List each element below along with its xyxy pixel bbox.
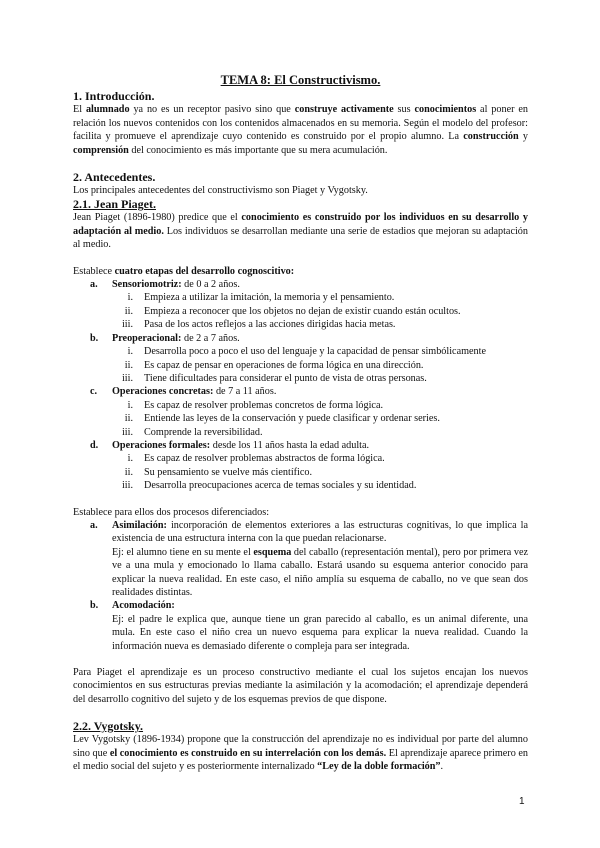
- list-marker: b.: [90, 600, 99, 612]
- stage-subitem-text: Entiende las leyes de la conservación y puede clasificar y ordenar series.: [144, 413, 440, 425]
- stage-subitem: [73, 466, 528, 479]
- list-marker: ii.: [124, 466, 133, 478]
- stage-name: Sensoriomotriz:: [112, 279, 182, 291]
- stage-subitem-text: Desarrolla preocupaciones acerca de temas sociales y su identidad.: [144, 480, 417, 492]
- stage-subitem: [73, 345, 528, 358]
- list-marker: a.: [90, 279, 98, 291]
- stage-subitem: [73, 426, 528, 439]
- stage-subitem-text: Tiene dificultades para considerar el punto de vista de otras personas.: [144, 372, 427, 384]
- process-name: Asimilación:: [112, 519, 167, 531]
- process-item: [73, 519, 528, 546]
- piaget-paragraph: Jean Piaget (1896-1980) predice que el conocimiento es construido por los individuos en su desarrollo y adaptación al medio. Los individuos se desarrollan mediante una serie de estadios que mejoran su adaptación al medio.: [73, 212, 528, 251]
- list-marker: b.: [90, 332, 99, 344]
- stage-name: Operaciones formales:: [112, 439, 211, 451]
- stage-subitem-text: Es capaz de pensar en operaciones de forma lógica en una dirección.: [144, 359, 424, 371]
- list-marker: a.: [90, 519, 98, 531]
- stage-subitem: [73, 291, 528, 304]
- stage-item: [73, 439, 528, 452]
- list-marker: i.: [127, 399, 133, 411]
- vygotsky-paragraph: Lev Vygotsky (1896-1934) propone que la construcción del aprendizaje no es individual por parte del alumno sino que el conocimiento es construido en su interrelación con los demás. El aprendizaje aparece primero en el medio social del sujeto y es posteriormente internalizado “Ley de la doble formación”.: [73, 734, 528, 773]
- intro-paragraph: El alumnado ya no es un receptor pasivo sino que construye activamente sus conocimientos al poner en relación los nuevos contenidos con los contenidos almacenados en su memoria. Según el modelo del profesor: facilita y promueve el aprendizaje cuyo contenido es construido por el propio alumno. La construcción y comprensión del conocimiento es más importante que su mera acumulación.: [73, 104, 529, 156]
- stage-subitem-text: Pasa de los actos reflejos a las acciones dirigidas hacia metas.: [144, 319, 396, 331]
- list-marker: c.: [90, 386, 98, 398]
- stages-intro: Establece cuatro etapas del desarrollo cognoscitivo:: [73, 265, 295, 277]
- list-marker: iii.: [121, 480, 133, 492]
- list-marker: ii.: [124, 359, 133, 371]
- stage-range: de 7 a 11 años.: [213, 386, 277, 398]
- processes-intro: Establece para ellos dos procesos diferenciados:: [73, 506, 270, 518]
- stage-subitem: [73, 412, 528, 425]
- stage-range: desde los 11 años hasta la edad adulta.: [210, 439, 370, 451]
- stage-range: de 0 a 2 años.: [181, 279, 240, 291]
- subsection-heading-vygotsky: 2.2. Vygotsky.: [73, 719, 144, 734]
- list-marker: iii.: [121, 372, 133, 384]
- stage-subitem: [73, 359, 528, 372]
- stage-subitem-text: Comprende la reversibilidad.: [144, 426, 263, 438]
- list-marker: i.: [127, 346, 133, 358]
- list-marker: i.: [127, 292, 133, 304]
- stage-subitem-text: Empieza a reconocer que los objetos no dejan de existir cuando están ocultos.: [144, 305, 461, 317]
- stage-range: de 2 a 7 años.: [181, 332, 240, 344]
- process-name: Acomodación:: [112, 600, 175, 612]
- list-marker: ii.: [124, 413, 133, 425]
- stage-name: Operaciones concretas:: [112, 386, 214, 398]
- list-marker: ii.: [124, 305, 133, 317]
- process-definition: incorporación de elementos exteriores a las estructuras cognitivas, lo que implica la existencia de una estructura interna con la que puedan relacionarse.: [112, 519, 528, 545]
- piaget-conclusion: Para Piaget el aprendizaje es un proceso constructivo mediante el cual los sujetos encajan los nuevos conocimientos en sus estructuras previas mediante la asimilación y la acomodación; el aprendizaje dependerá del desarrollo cognitivo del sujeto y de los esquemas previos de que dispone.: [73, 667, 528, 705]
- stages-list: [73, 278, 528, 493]
- stage-subitem-text: Es capaz de resolver problemas abstractos de forma lógica.: [144, 453, 385, 465]
- document-title: TEMA 8: El Constructivismo.: [220, 73, 381, 87]
- page-number: 1: [519, 796, 525, 807]
- stage-subitem-text: Desarrolla poco a poco el uso del lenguaje y la capacidad de pensar simbólicamente: [144, 346, 486, 358]
- process-example: Ej: el padre le explica que, aunque tiene un gran parecido al caballo, es un animal diferente, una mula. En este caso el niño crea un nuevo esquema para explicar la nueva realidad. Cuando la información nueva es demasiado diferente o compleja para ser integrada.: [112, 613, 528, 652]
- document-page: [73, 74, 528, 773]
- stage-item: [73, 278, 528, 291]
- list-marker: d.: [90, 439, 99, 451]
- list-marker: iii.: [121, 426, 133, 438]
- processes-list: [73, 519, 528, 653]
- stage-subitem: [73, 479, 528, 492]
- stage-subitem: [73, 318, 528, 331]
- section-heading-antecedentes: 2. Antecedentes.: [73, 170, 156, 185]
- stage-subitem: [73, 372, 528, 385]
- stage-item: [73, 332, 528, 345]
- section-heading-introduccion: 1. Introducción.: [73, 89, 155, 104]
- stage-subitem-text: Empieza a utilizar la imitación, la memoria y el pensamiento.: [144, 292, 395, 304]
- subsection-heading-piaget: 2.1. Jean Piaget.: [73, 197, 156, 212]
- stage-subitem-text: Es capaz de resolver problemas concretos de forma lógica.: [144, 399, 384, 411]
- process-item: [73, 599, 528, 612]
- list-marker: i.: [127, 453, 133, 465]
- process-example: Ej: el alumno tiene en su mente el esquema del caballo (representación mental), pero por primera vez ve a una mula y emocionado lo llama caballo. Estará usando su esquema anterior conocido para explicar la nueva realidad. En este caso, el niño amplía su esquema de caballo, no ve que sean dos realidades distintas.: [112, 546, 528, 598]
- stage-subitem: [73, 305, 528, 318]
- antecedentes-paragraph: Los principales antecedentes del constructivismo son Piaget y Vygotsky.: [73, 185, 368, 197]
- stage-subitem-text: Su pensamiento se vuelve más científico.: [144, 466, 313, 478]
- stage-item: [73, 385, 528, 398]
- list-marker: iii.: [121, 319, 133, 331]
- stage-subitem: [73, 452, 528, 465]
- stage-name: Preoperacional:: [112, 332, 182, 344]
- stage-subitem: [73, 399, 528, 412]
